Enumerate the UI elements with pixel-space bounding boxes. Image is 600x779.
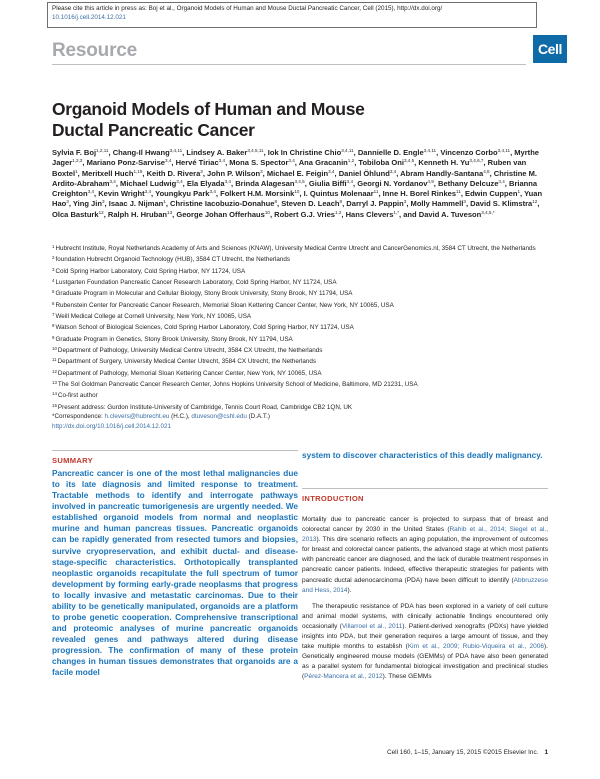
author-affiliation-marker: 1,2,11 <box>96 148 109 153</box>
author-affiliation-marker: 11 <box>373 189 379 194</box>
affiliation-item <box>52 344 548 355</box>
affiliation-number: 3 <box>52 266 55 272</box>
footer-citation: Cell 160, 1–15, January 15, 2015 ©2015 Elsevier Inc. <box>387 749 539 756</box>
author-name: Robert G.J. Vries <box>274 209 335 219</box>
author-affiliation-marker: 4,9 <box>427 178 434 184</box>
affiliation-number: 2 <box>52 255 55 261</box>
author-affiliation-marker: 13 <box>167 209 173 215</box>
affiliation-item <box>52 367 548 378</box>
author-name: Christine Iacobuzio-Donahue <box>170 199 275 209</box>
affiliation-item <box>52 355 548 366</box>
affiliation-item <box>52 287 548 298</box>
intro-paragraph-2 <box>302 602 548 683</box>
author-affiliation-marker: 1 <box>75 168 78 174</box>
author-name: Isaac J. Nijman <box>108 199 164 209</box>
author-affiliation-marker: 12 <box>98 209 104 215</box>
affiliation-number: 11 <box>52 357 57 363</box>
author-affiliation-marker: 1 <box>517 189 520 194</box>
affiliation-text: Hubrecht Institute, Royal Netherlands Academy of Arts and Sciences (KNAW), University Medical Centre Utrecht and CancerGenomics.nl, 3584 CT Utrecht, the Netherlands <box>55 245 536 252</box>
author-affiliation-marker: 3 <box>463 199 466 205</box>
affiliation-text: Graduate Program in Genetics, Stony Brook University, Stony Brook, NY 11794, USA <box>55 335 293 343</box>
author-name: Folkert H.M. Morsink <box>220 189 295 198</box>
author-name: Hervé Tiriac <box>175 158 219 168</box>
correspondence-label: *Correspondence: <box>52 413 105 421</box>
affiliation-text: Co-first author <box>57 392 98 400</box>
author-name: Darryl J. Pappin <box>346 199 404 209</box>
affiliation-number: 10 <box>52 346 57 352</box>
author-name: Youngkyu Park <box>155 189 210 198</box>
author-name: Inne H. Borel Rinkes <box>382 189 457 198</box>
page-number: 1 <box>544 749 548 756</box>
affiliation-item <box>52 333 548 344</box>
header-divider <box>52 64 526 65</box>
affiliation-number: 12 <box>52 368 57 374</box>
title-line-1: Organoid Models of Human and Mouse <box>52 99 365 119</box>
intro-text: Mortality due to pancreatic cancer is projected to surpass that of breast and colorectal cancer by 2030 in the United States ( <box>302 516 548 534</box>
doi-line <box>52 422 548 431</box>
author-name: David S. Klimstra <box>470 199 533 209</box>
author-affiliation-marker: 8 <box>274 199 278 205</box>
affiliation-number: 5 <box>52 289 55 295</box>
author-affiliation-marker: 3,4,5 <box>403 158 415 164</box>
intro-text: ). Patient-derived xenografts (PDXs) have yielded insights into PDA, but their generation requires a large amount of tissue, and they take multiple months to establish ( <box>302 622 548 651</box>
author-name: Mariano Ponz-Sarvise <box>86 158 165 168</box>
author-affiliation-marker: 3,4,11 <box>423 148 437 153</box>
author-name: Iok In Christine Chio <box>267 148 342 157</box>
author-affiliation-marker: 3,4 <box>288 158 295 164</box>
author-affiliation-marker: 3,4,11 <box>169 148 183 153</box>
author-name: Sylvia F. Boj <box>52 148 97 157</box>
affiliation-number: 9 <box>52 334 55 340</box>
author-name: Steven D. Leach <box>281 199 340 209</box>
author-list: Sylvia F. Boj$^{1,2,11}$, Chang-Il Hwang$^{3,4,11}$, Lindsey A. Baker$^{3,4,5,11}$, Iok In Christine Chio$^{3,4,11}$, Dannielle D. Engle$^{3,4,11}$, Vincenzo Corbo$^{3,4,11}$, Myrthe Jager$^{1,2,3}$, Mariano Ponz-Sarvise$^{3,4}$, Hervé Tiriac$^{3,4}$, Mona S. Spector$^{3,4}$, Ana Gracanin$^{1,2}$, Tobiloba Oni$^{3,4,5}$, Kenneth H. Yu$^{3,4,6,7}$, Ruben van Boxtel$^1$, Meritxell Huch$^{1,15}$, Keith D. Rivera$^3$, John P. Wilson$^3$, Michael E. Feigin$^{3,4}$, Daniel Öhlund$^{3,4}$, Abram Handly-Santana$^{4,8}$, Christine M. Ardito-Abraham$^{3,4}$, Michael Ludwig$^{3,4}$, Ela Elyada$^{3,4}$, Brinda Alagesan$^{3,4,5}$, Giulia Biffi$^{3,4}$, Georgi N. Yordanov$^{4,9}$, Bethany Delcuze$^{3,4}$, Brianna Creighton$^{3,4}$, Kevin Wright$^{3,4}$, Youngkyu Park$^{3,4}$, Folkert H.M. Morsink$^{10}$, I. Quintus Molenaar$^{11}$, Inne H. Borel Rinkes$^{11}$, Edwin Cuppen$^1$, Yuan Hao$^3$, Ying Jin$^3$, Isaac J. Nijman$^1$, Christine Iacobuzio-Donahue$^8$, Steven D. Leach$^8$, Darryl J. Pappin$^3$, Molly Hammell$^3$, David S. Klimstra$^{12}$, Olca Basturk$^{12}$, Ralph H. Hruban$^{13}$, George Johan Offerhaus$^{10}$, Robert G.J. Vries$^{1,2}$, Hans Clevers$^{1,*}$, and David A. Tuveson$^{3,4,5,*}$ <box>52 148 543 219</box>
author-affiliation-marker: 3,4 <box>328 168 335 174</box>
author-affiliation-marker: 3,4,11 <box>497 148 511 153</box>
affiliation-number: 14 <box>52 391 57 397</box>
title-line-2: Ductal Pancreatic Cancer <box>52 120 255 140</box>
author-name: Myrthe Jager <box>52 148 540 168</box>
affiliation-item <box>52 389 548 400</box>
affiliation-number: 8 <box>52 323 55 329</box>
affiliation-number: 4 <box>52 278 55 284</box>
author-name: Michael Ludwig <box>120 178 177 188</box>
correspondence-email-tuveson[interactable]: dtuveson@cshl.edu <box>191 413 247 421</box>
correspondence <box>52 412 548 421</box>
author-name: Daniel Öhlund <box>338 168 390 178</box>
author-name: Ela Elyada <box>186 178 225 188</box>
author-name: Mona S. Spector <box>229 158 289 168</box>
affiliation-item <box>52 265 548 276</box>
affiliation-text: Department of Surgery, University Medical Center Utrecht, 3584 CX Utrecht, the Netherlands <box>57 358 317 366</box>
affiliation-text: Weill Medical College at Cornell University, New York, NY 10065, USA <box>55 313 252 321</box>
author-affiliation-marker: 3,4 <box>346 178 354 184</box>
affiliation-text: foundation Hubrecht Organoid Technology (HUB), 3584 CT Utrecht, the Netherlands <box>55 256 291 264</box>
author-affiliation-marker: 3,4,5 <box>294 178 305 184</box>
doi-link[interactable]: http://dx.doi.org/10.1016/j.cell.2014.12.021 <box>52 422 172 430</box>
author-affiliation-marker: 3,4 <box>165 158 172 164</box>
affiliation-text: Lustgarten Foundation Pancreatic Cancer Research Laboratory, Cold Spring Harbor, NY 11724, USA <box>55 279 337 287</box>
citation-line-1: Please cite this article in press as: Boj et al., Organoid Models of Human and Mouse Ductal Pancreatic Cancer, Cell (2015), http://dx.doi.org/ <box>52 5 443 12</box>
author-name: Bethany Delcuze <box>438 178 499 188</box>
intro-text: ). This dire scenario reflects an aging population, the improvement of outcomes for breast and colorectal cancer patients, the advanced stage at which most patients with pancreatic cancer are diagnosed, and the lack of durable treatment responses in pancreatic cancer patients. Indeed, effective therapeutic strategies for patients with pancreatic ductal adenocarcinoma (PDA) have been difficult to identify ( <box>302 536 548 584</box>
intro-text: ). Genetically engineered mouse models (GEMMs) of PDA have also been generated as a parallel system for fundamental biological investigation and preclinical studies ( <box>302 643 548 681</box>
author-name: George Johan Offerhaus <box>176 209 265 219</box>
author-affiliation-marker: 1,2 <box>334 209 342 215</box>
intro-text: ). <box>347 586 352 594</box>
affiliation-text: Rubenstein Center for Pancreatic Cancer Research, Memorial Sloan Kettering Cancer Center, New York, NY 10065, USA <box>55 301 394 309</box>
affiliation-text: Department of Pathology, Memorial Sloan Kettering Cancer Center, New York, NY 10065, USA <box>57 369 322 377</box>
author-affiliation-marker: 1,* <box>393 209 400 215</box>
author-name: Giulia Biffi <box>308 178 347 188</box>
reference-link[interactable]: Pérez-Mancera et al., 2012 <box>304 673 383 681</box>
author-affiliation-marker: 3,4 <box>144 189 152 194</box>
author-name: Dannielle D. Engle <box>357 148 424 157</box>
affiliation-number: 1 <box>52 244 55 249</box>
intro-text: ). These GEMMs <box>382 673 432 681</box>
affiliation-item <box>52 378 548 389</box>
article-title <box>52 99 472 141</box>
affiliation-list <box>52 242 548 431</box>
cell-journal-logo: Cell <box>533 35 567 63</box>
reference-link[interactable]: Rahib et al., 2014; Siegel et al., 2013 <box>302 526 548 544</box>
introduction-heading: INTRODUCTION <box>302 488 548 503</box>
author-name: Kenneth H. Yu <box>418 158 470 168</box>
page-footer <box>340 749 548 756</box>
author-affiliation-marker: 4,8 <box>483 168 490 174</box>
affiliation-text: Department of Pathology, University Medical Centre Utrecht, 3584 CX Utrecht, the Netherlands <box>57 347 323 355</box>
author-name: John P. Wilson <box>207 168 261 178</box>
author-name: Keith D. Rivera <box>146 168 201 178</box>
affiliation-item <box>52 276 548 287</box>
author-affiliation-marker: 3,4 <box>498 178 505 184</box>
correspondence-separator: (D.A.T.) <box>246 413 270 421</box>
author-name: Abram Handly-Santana <box>400 168 484 178</box>
affiliation-text: Graduate Program in Molecular and Cellular Biology, Stony Brook University, Stony Brook, NY 11794, USA <box>55 290 353 298</box>
author-name: Brianna Creighton <box>52 178 538 198</box>
author-affiliation-marker: 3,4,5,* <box>481 209 495 215</box>
affiliation-number: 15 <box>52 402 57 408</box>
affiliation-item <box>52 253 548 264</box>
author-affiliation-marker: 3,4,5,11 <box>247 148 264 153</box>
summary-continuation: system to discover characteristics of this deadly malignancy. <box>302 451 543 460</box>
author-affiliation-marker: 3,4 <box>109 178 116 184</box>
affiliation-item <box>52 299 548 310</box>
author-affiliation-marker: 3,4 <box>87 189 95 194</box>
author-name: Molly Hammell <box>410 199 464 209</box>
author-name: Ying Jin <box>72 199 102 209</box>
author-affiliation-marker: 10 <box>294 189 300 194</box>
correspondence-separator: (H.C.), <box>169 413 192 421</box>
affiliation-number: 13 <box>52 380 57 386</box>
summary-text: Pancreatic cancer is one of the most lethal malignancies due to its late diagnosis and limited response to treatment. Tractable methods to identify and interrogate pathways involved in pancreatic tumorigenesis are urgently needed. We established organoid models from normal and neoplastic murine and human pancreas tissues. Pancreatic organoids can be rapidly generated from resected tumors and biopsies, survive cryopreservation, and exhibit ductal- and disease-stage-specific characteristics. Orthotopically transplanted neoplastic organoids recapitulate the full spectrum of tumor development by forming early-grade neoplasms that progress to locally invasive and metastatic carcinomas. Due to their ability to be genetically manipulated, organoids are a platform to probe genetic cooperation. Comprehensive transcriptional and proteomic analyses of murine pancreatic organoids revealed genes and pathways altered during disease progression. The confirmation of many of these protein changes in human tissues demonstrates that organoids are a facile model <box>52 469 298 678</box>
author-affiliation-marker: 3 <box>66 199 69 205</box>
author-affiliation-marker: 3,4 <box>224 178 231 184</box>
author-affiliation-marker: 1,2 <box>347 158 355 164</box>
reference-link[interactable]: Villarroel et al., 2011 <box>341 622 403 630</box>
author-affiliation-marker: 12 <box>532 199 538 205</box>
author-name: Kevin Wright <box>98 189 145 198</box>
affiliation-number: 7 <box>52 312 55 318</box>
author-name: Georgi N. Yordanov <box>357 178 428 188</box>
author-name: Chang-Il Hwang <box>112 148 170 157</box>
citation-doi-link[interactable]: 10.1016/j.cell.2014.12.021 <box>52 14 126 22</box>
author-affiliation-marker: 3,4 <box>176 178 183 184</box>
citation-notice <box>47 2 537 28</box>
author-name: Lindsey A. Baker <box>186 148 248 157</box>
affiliation-item <box>52 310 548 321</box>
affiliation-item <box>52 401 548 412</box>
author-name: Olca Basturk <box>52 209 99 219</box>
author-affiliation-marker: 3,4,6,7 <box>469 158 484 164</box>
author-name: and David A. Tuveson <box>403 209 482 219</box>
author-affiliation-marker: 3 <box>101 199 105 205</box>
affiliation-item <box>52 242 548 253</box>
author-name: Edwin Cuppen <box>465 189 518 198</box>
author-name: Brinda Alagesan <box>235 178 295 188</box>
author-name: I. Quintus Molenaar <box>303 189 374 198</box>
author-name: Hans Clevers <box>345 209 394 219</box>
affiliation-text: Cold Spring Harbor Laboratory, Cold Spring Harbor, NY 11724, USA <box>55 267 246 275</box>
affiliation-text: Watson School of Biological Sciences, Cold Spring Harbor Laboratory, Cold Spring Harbor, NY 11724, USA <box>55 324 354 332</box>
author-affiliation-marker: 3 <box>403 199 407 205</box>
author-name: Ralph H. Hruban <box>107 209 168 219</box>
author-affiliation-marker: 8 <box>339 199 343 205</box>
summary-heading: SUMMARY <box>52 450 298 465</box>
reference-link[interactable]: Kim et al., 2009; Rubio-Viqueira et al., 2006 <box>407 643 545 651</box>
author-name: Vincenzo Corbo <box>440 148 498 157</box>
correspondence-email-clevers[interactable]: h.clevers@hubrecht.eu <box>104 413 170 421</box>
author-affiliation-marker: 11 <box>456 189 461 194</box>
author-affiliation-marker: 3 <box>260 168 263 174</box>
affiliation-text: The Sol Goldman Pancreatic Cancer Research Center, Johns Hopkins University School of Medicine, Baltimore, MD 21231, USA <box>57 381 418 389</box>
author-name: Meritxell Huch <box>81 168 134 178</box>
author-affiliation-marker: 1 <box>163 199 166 205</box>
author-name: Christine M. Ardito-Abraham <box>52 168 537 188</box>
author-affiliation-marker: 3,4 <box>209 189 216 194</box>
author-name: Tobiloba Oni <box>358 158 404 168</box>
reference-link[interactable]: Abbruzzese and Hess, 2014 <box>302 576 548 594</box>
author-affiliation-marker: 3,4,11 <box>341 148 354 153</box>
affiliation-text: Present address: Gurdon Institute-University of Cambridge, Tennis Court Road, Cambridge CB2 1QN, UK <box>57 403 353 411</box>
author-name: Ruben van Boxtel <box>52 158 527 178</box>
author-affiliation-marker: 10 <box>264 209 270 215</box>
author-name: Michael E. Feigin <box>266 168 329 178</box>
introduction-body <box>302 515 548 683</box>
intro-text: The therapeutic resistance of PDA has been explored in a variety of cell culture and animal model systems, with clinically actionable findings encountered only occasionally ( <box>302 602 548 630</box>
author-affiliation-marker: 1,15 <box>133 168 143 174</box>
intro-paragraph-1 <box>302 515 548 596</box>
section-label: Resource <box>52 40 137 61</box>
author-name: Yuan Hao <box>52 189 543 209</box>
affiliation-number: 6 <box>52 300 55 306</box>
author-affiliation-marker: 3 <box>200 168 203 174</box>
author-affiliation-marker: 1,2,3 <box>72 158 83 164</box>
author-affiliation-marker: 3,4 <box>389 168 397 174</box>
affiliation-item <box>52 321 548 332</box>
author-affiliation-marker: 3,4 <box>218 158 226 164</box>
author-name: Ana Gracanin <box>298 158 348 168</box>
